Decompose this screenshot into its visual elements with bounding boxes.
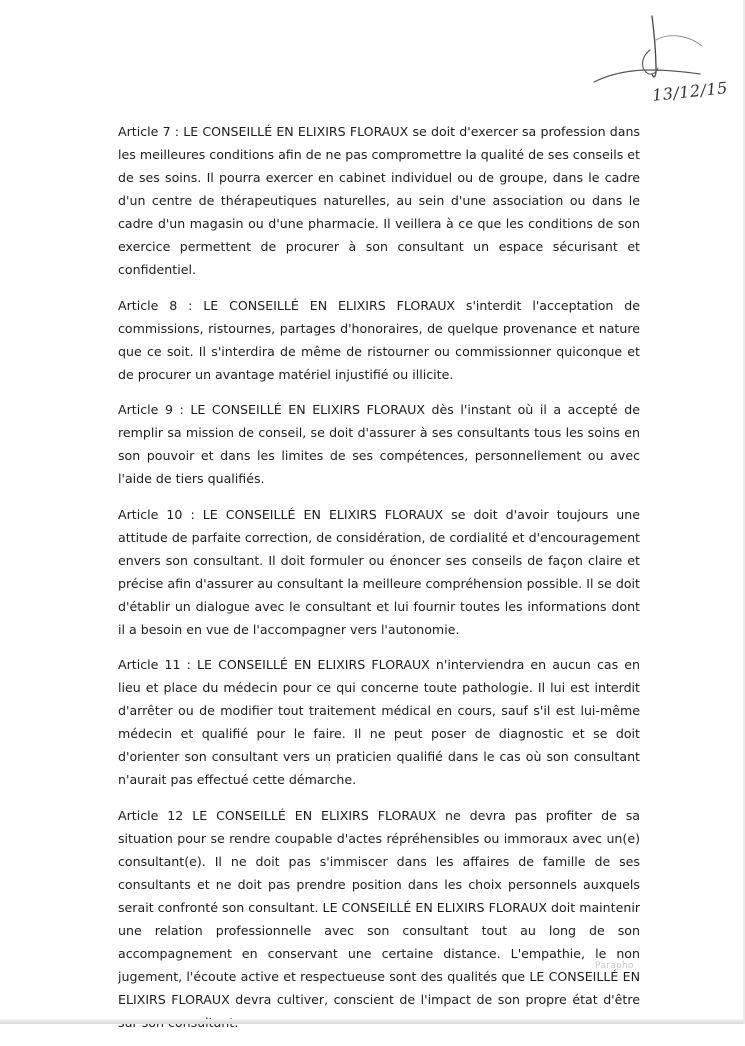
article-7: Article 7 : LE CONSEILLÉ EN ELIXIRS FLORAUX se doit d'exercer sa profession dans les meilleures conditions afin de ne pas compromettre la qualité de ses conseils et de ses soins. Il pourra exercer en cabinet individuel ou de groupe, dans le cadre d'un centre de thérapeutiques naturelles, au sein d'une association ou dans le cadre d'un magasin ou d'une pharmacie. Il veillera à ce que les conditions de son exercice permettent de procurer à son consultant un espace sécurisant et confidentiel. <box>118 124 640 277</box>
articles-section <box>118 120 640 1046</box>
handwritten-date: 13/12/15 <box>651 78 729 105</box>
article-10: Article 10 : LE CONSEILLÉ EN ELIXIRS FLORAUX se doit d'avoir toujours une attitude de parfaite correction, de considération, de cordialité et d'encouragement envers son consultant. Il doit formuler ou énoncer ses conseils de façon claire et précise afin d'assurer au consultant la meilleure compréhension possible. Il se doit d'établir un dialogue avec le consultant et lui fournir toutes les informations dont il a besoin en vue de l'accompagner vers l'autonomie. <box>118 506 640 637</box>
footer-paraph-mark: Parapho <box>595 961 634 971</box>
article-9: Article 9 : LE CONSEILLÉ EN ELIXIRS FLORAUX dès l'instant où il a accepté de remplir sa mission de conseil, se doit d'assurer à ses consultants tous les soins en son pouvoir et dans les limites de ses compétences, personnellement ou avec l'aide de tiers qualifiés. <box>118 402 640 486</box>
scan-bottom-edge <box>0 1019 745 1024</box>
article-8: Article 8 : LE CONSEILLÉ EN ELIXIRS FLORAUX s'interdit l'acceptation de commissions, ristournes, partages d'honoraires, de quelque provenance et nature que ce soit. Il s'interdira de même de ristourner ou commissionner quiconque et de procurer un avantage matériel injustifié ou illicite. <box>118 297 640 382</box>
article-11: Article 11 : LE CONSEILLÉ EN ELIXIRS FLORAUX n'interviendra en aucun cas en lieu et place du médecin pour ce qui concerne toute pathologie. Il lui est interdit d'arrêter ou de modifier tout traitement médical en cours, sauf s'il est lui-même médecin et qualifié pour le faire. Il ne peut poser de diagnostic et se doit d'orienter son consultant vers un praticien qualifié dans le cas où son consultant n'aurait pas effectué cette démarche. <box>118 657 640 787</box>
article-12: Article 12 LE CONSEILLÉ EN ELIXIRS FLORAUX ne devra pas profiter de sa situation pour se rendre coupable d'actes répréhensibles ou immoraux avec un(e) consultant(e). Il ne doit pas s'immiscer dans les affaires de famille de ses consultants et ne doit pas prendre position dans les choix personnels auxquels serait confronté son consultant. LE CONSEILLÉ EN ELIXIRS FLORAUX doit maintenir une relation professionnelle avec son consultant tout au long de son accompagnement en conservant une certaine distance. L'empathie, le non jugement, l'écoute active et respectueuse sont des qualités que LE CONSEILLÉ EN ELIXIRS FLORAUX devra cultiver, conscient de l'impact de son propre état d'être <box>118 807 640 1007</box>
